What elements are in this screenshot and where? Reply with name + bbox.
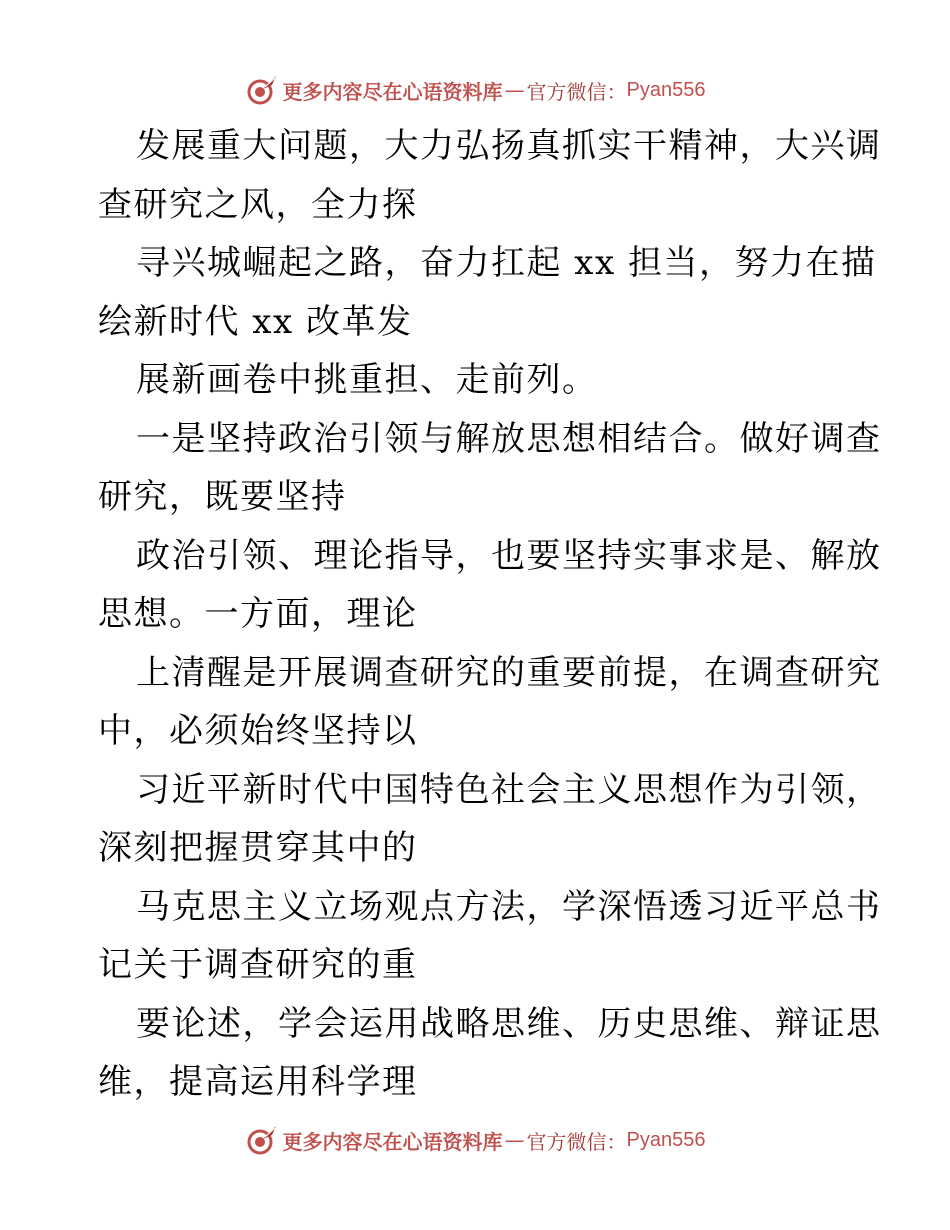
paragraph-continuation-line: 查研究之风，全力探	[98, 184, 418, 225]
paragraph-first-line: 寻兴城崛起之路，奋力扛起 xx 担当，努力在描	[136, 243, 877, 283]
paragraph-continuation-line: 维，提高运用科学理	[98, 1062, 418, 1102]
watermark-brand: 更多内容尽在心语资料库	[282, 1129, 503, 1154]
paragraph-first-line: 习近平新时代中国特色社会主义思想作为引领，	[136, 769, 882, 810]
paragraph-first-line: 一是坚持政治引领与解放思想相结合。做好调查	[136, 418, 882, 459]
paragraph-first-line: 发展重大问题，大力弘扬真抓实干精神，大兴调	[136, 126, 882, 166]
feather-seal-icon	[245, 73, 279, 107]
paragraph-continuation-line: 研究，既要坚持	[98, 477, 347, 517]
paragraph-first-line: 要论述，学会运用战略思维、历史思维、辩证思	[136, 1003, 882, 1044]
watermark-dash: —	[504, 1128, 525, 1152]
watermark-wechat-label: 官方微信：	[526, 1129, 627, 1154]
paragraph-continuation-line: 记关于调查研究的重	[98, 945, 418, 985]
header-watermark	[0, 70, 950, 110]
paragraph	[98, 410, 882, 527]
paragraph	[98, 995, 882, 1112]
paragraph-continuation-line: 思想。一方面，理论	[98, 594, 418, 634]
paragraph	[98, 644, 882, 761]
paragraph	[98, 761, 882, 878]
paragraph-continuation-line: 中，必须始终坚持以	[98, 711, 418, 751]
watermark-dash: —	[504, 78, 525, 102]
watermark-wechat-label: 官方微信：	[526, 79, 627, 104]
watermark-wechat-id: Pyan556	[626, 1128, 706, 1151]
paragraph-first-line: 展新画卷中挑重担、走前列。	[136, 360, 598, 400]
watermark-wechat-id: Pyan556	[626, 78, 706, 101]
paragraph	[98, 117, 882, 234]
feather-seal-icon	[245, 1123, 279, 1157]
paragraph-continuation-line: 深刻把握贯穿其中的	[98, 828, 418, 868]
paragraph	[98, 351, 858, 410]
document-body	[98, 117, 882, 1112]
paragraph-first-line: 政治引领、理论指导，也要坚持实事求是、解放	[136, 535, 882, 576]
watermark-brand: 更多内容尽在心语资料库	[282, 79, 503, 104]
paragraph-first-line: 马克思主义立场观点方法，学深悟透习近平总书	[136, 886, 882, 927]
paragraph	[98, 527, 882, 644]
footer-watermark	[0, 1120, 950, 1160]
paragraph-continuation-line: 绘新时代 xx 改革发	[98, 301, 413, 342]
paragraph	[98, 234, 877, 351]
paragraph	[98, 878, 882, 995]
paragraph-first-line: 上清醒是开展调查研究的重要前提，在调查研究	[136, 652, 882, 693]
